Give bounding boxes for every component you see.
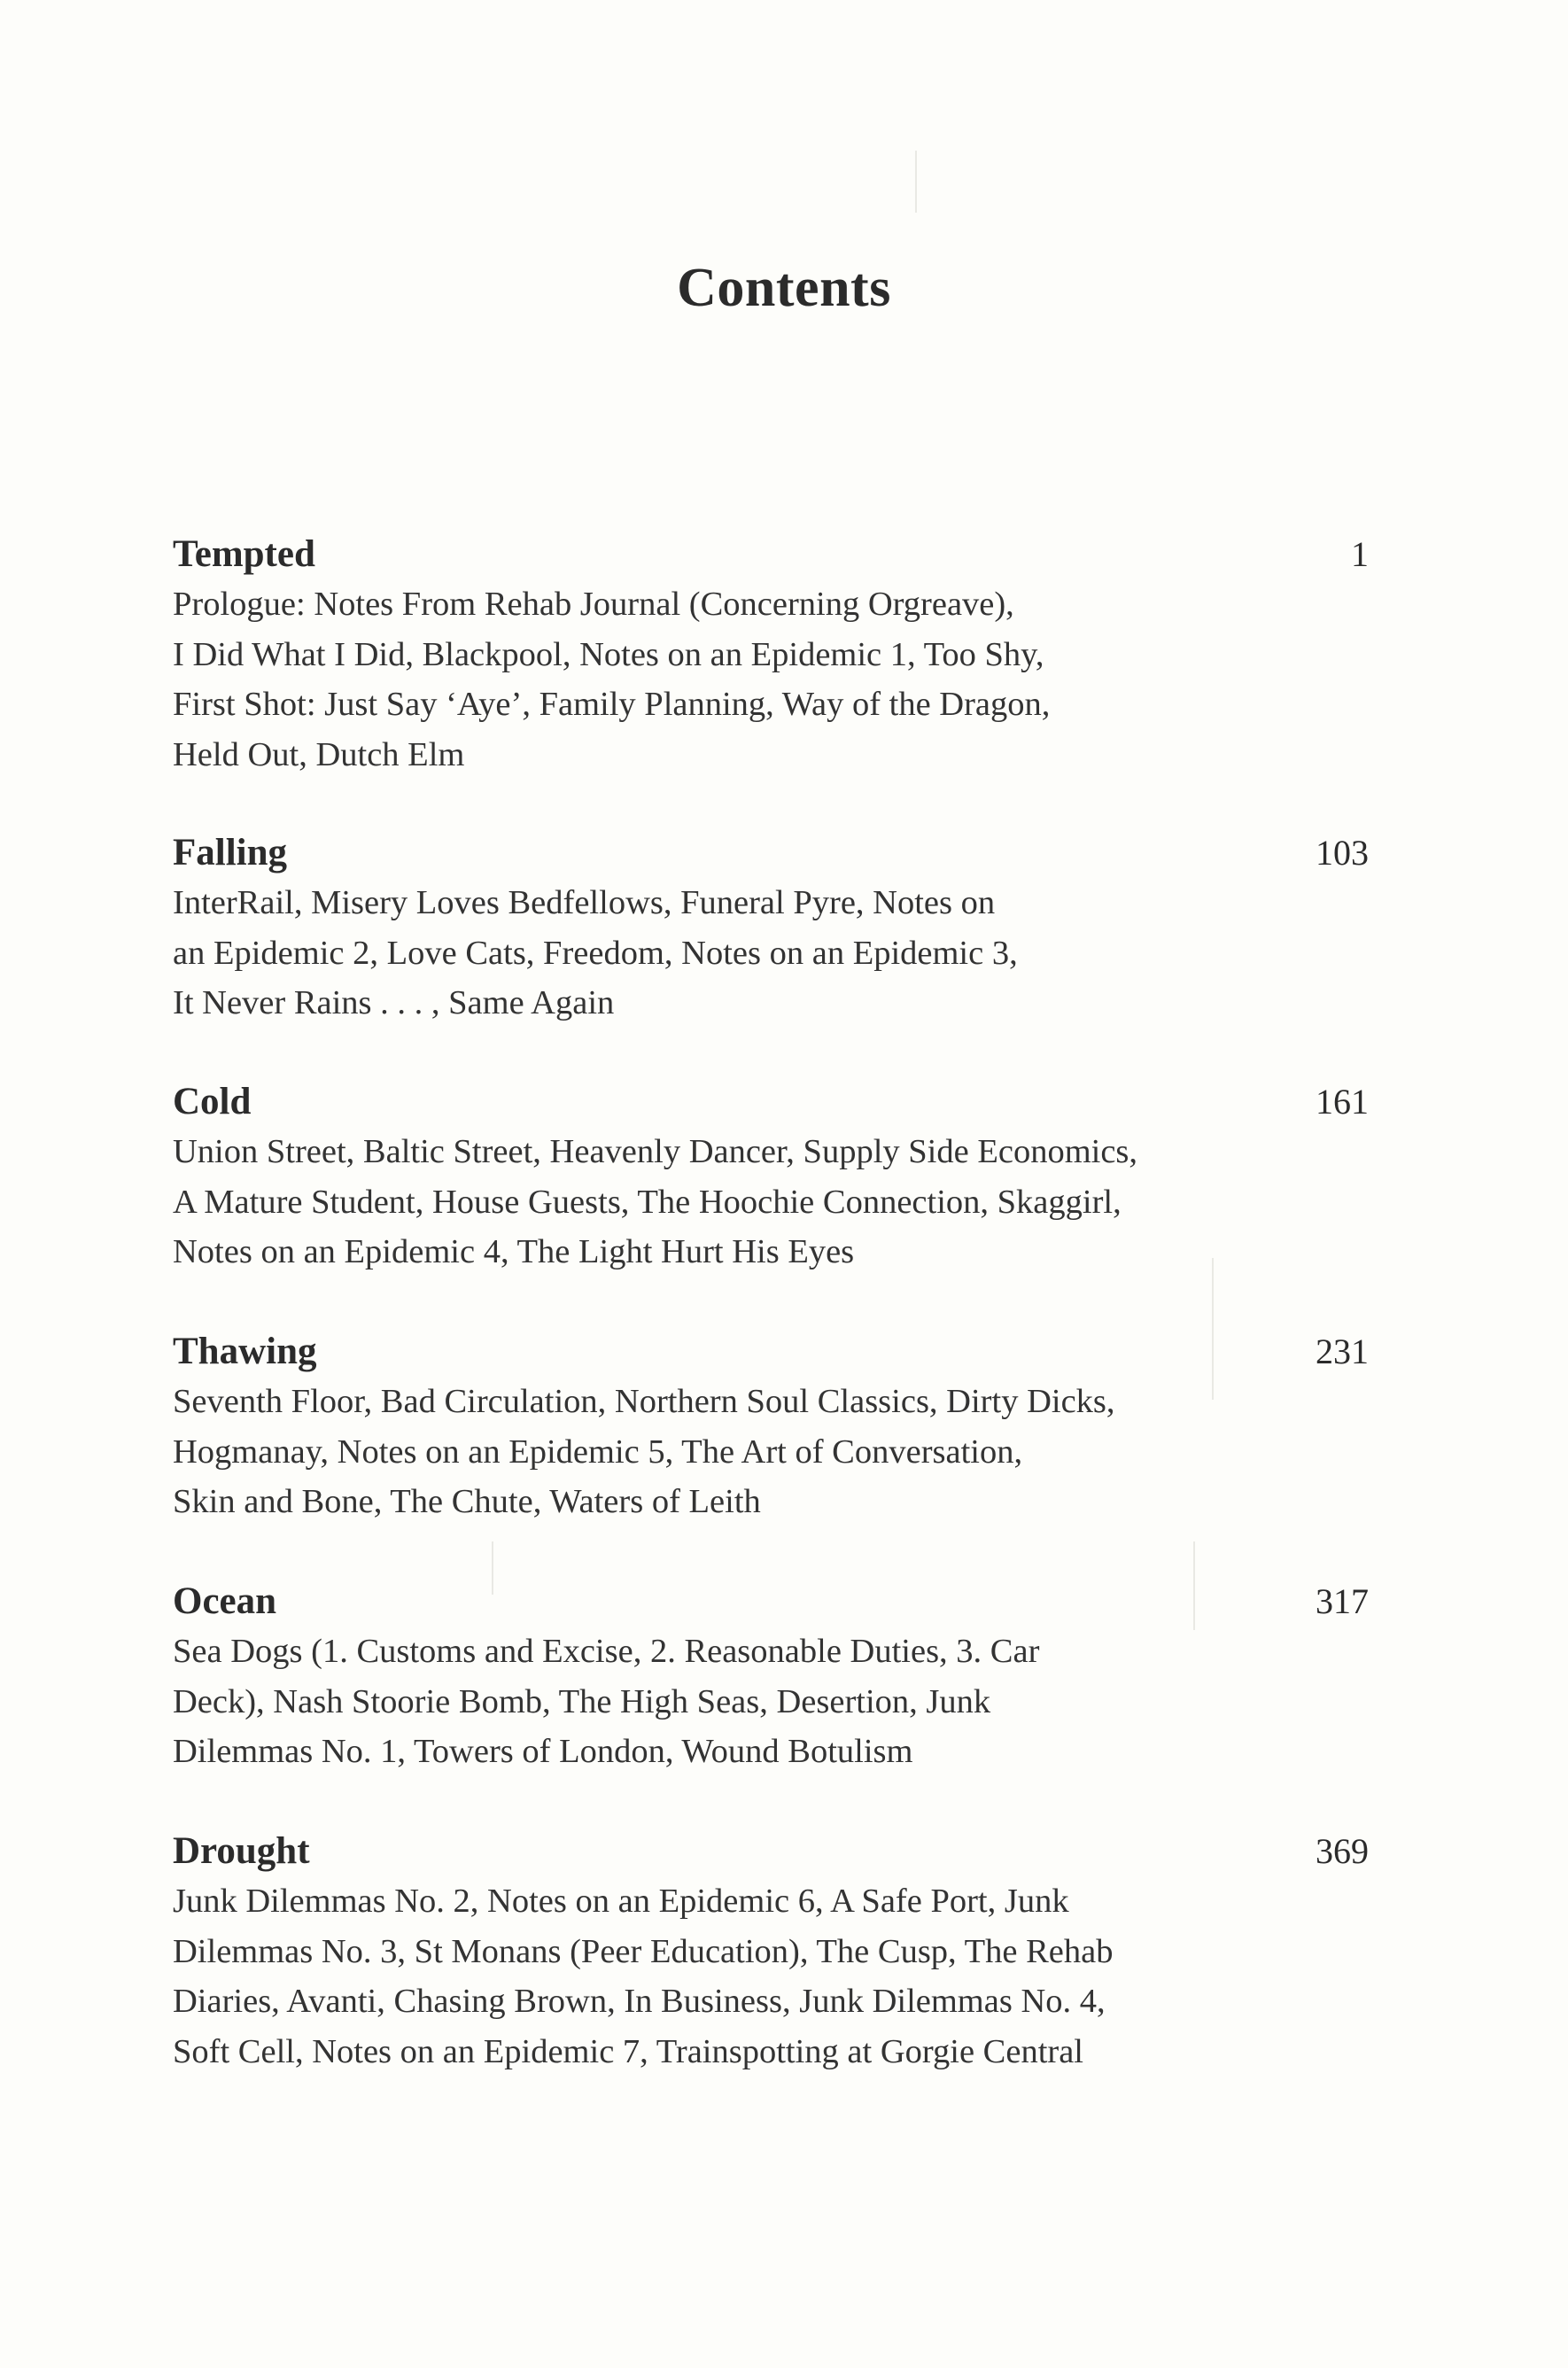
toc-section-falling xyxy=(173,827,1369,1029)
toc-section-tempted xyxy=(173,529,1369,780)
chapter-line: Notes on an Epidemic 4, The Light Hurt His Eyes xyxy=(173,1233,855,1270)
section-chapter-list xyxy=(173,1127,1369,1277)
section-heading-row xyxy=(173,529,1369,579)
chapter-line: It Never Rains . . . , Same Again xyxy=(173,984,615,1021)
chapter-line: Diaries, Avanti, Chasing Brown, In Business, Junk Dilemmas No. 4, xyxy=(173,1983,1106,2020)
section-heading-row xyxy=(173,1576,1369,1627)
section-title[interactable]: Tempted xyxy=(173,533,315,575)
toc-section-cold xyxy=(173,1076,1369,1277)
chapter-line: Hogmanay, Notes on an Epidemic 5, The Art of Conversation, xyxy=(173,1432,1023,1471)
chapter-line: Dilemmas No. 3, St Monans (Peer Education), The Cusp, The Rehab xyxy=(173,1932,1114,1970)
toc-section-thawing xyxy=(173,1326,1369,1527)
section-title[interactable]: Falling xyxy=(173,832,288,873)
chapter-line: Skin and Bone, The Chute, Waters of Leith xyxy=(173,1483,761,1520)
chapter-line: Sea Dogs (1. Customs and Excise, 2. Reasonable Duties, 3. Car xyxy=(173,1633,1040,1670)
section-heading-row xyxy=(173,1326,1369,1377)
chapter-line: Held Out, Dutch Elm xyxy=(173,735,465,773)
chapter-line: Seventh Floor, Bad Circulation, Northern Soul Classics, Dirty Dicks, xyxy=(173,1383,1115,1420)
section-title[interactable]: Drought xyxy=(173,1830,310,1872)
section-chapter-list xyxy=(173,1627,1369,1777)
toc-section-drought xyxy=(173,1826,1369,2077)
section-title[interactable]: Thawing xyxy=(173,1331,317,1372)
section-chapter-list xyxy=(173,579,1369,780)
section-page-number: 103 xyxy=(1316,833,1369,873)
section-page-number: 231 xyxy=(1316,1332,1369,1371)
chapter-line: Prologue: Notes From Rehab Journal (Concerning Orgreave), xyxy=(173,586,1014,623)
scan-mark xyxy=(915,151,917,213)
chapter-line: Union Street, Baltic Street, Heavenly Dancer, Supply Side Economics, xyxy=(173,1133,1138,1170)
section-title[interactable]: Cold xyxy=(173,1081,252,1122)
section-heading-row xyxy=(173,1076,1369,1127)
section-page-number: 161 xyxy=(1316,1082,1369,1122)
section-title[interactable]: Ocean xyxy=(173,1580,277,1622)
section-chapter-list xyxy=(173,1876,1369,2077)
section-heading-row xyxy=(173,1826,1369,1876)
chapter-line: A Mature Student, House Guests, The Hoochie Connection, Skaggirl, xyxy=(173,1183,1122,1221)
section-page-number: 369 xyxy=(1316,1831,1369,1871)
chapter-line: First Shot: Just Say ‘Aye’, Family Planning, Way of the Dragon, xyxy=(173,686,1051,723)
chapter-line: I Did What I Did, Blackpool, Notes on an Epidemic 1, Too Shy, xyxy=(173,635,1044,673)
chapter-line: Junk Dilemmas No. 2, Notes on an Epidemic 6, A Safe Port, Junk xyxy=(173,1883,1069,1920)
chapter-line: an Epidemic 2, Love Cats, Freedom, Notes on an Epidemic 3, xyxy=(173,934,1018,972)
chapter-line: Deck), Nash Stoorie Bomb, The High Seas, Desertion, Junk xyxy=(173,1682,991,1720)
chapter-line: Soft Cell, Notes on an Epidemic 7, Trainspotting at Gorgie Central xyxy=(173,2032,1083,2070)
section-chapter-list xyxy=(173,878,1369,1029)
section-heading-row xyxy=(173,827,1369,878)
section-chapter-list xyxy=(173,1377,1369,1527)
chapter-line: Dilemmas No. 1, Towers of London, Wound Botulism xyxy=(173,1733,913,1770)
section-page-number: 1 xyxy=(1351,534,1369,574)
toc-section-ocean xyxy=(173,1576,1369,1777)
page-title: Contents xyxy=(677,258,891,318)
section-page-number: 317 xyxy=(1316,1581,1369,1621)
chapter-line: InterRail, Misery Loves Bedfellows, Funeral Pyre, Notes on xyxy=(173,884,996,921)
